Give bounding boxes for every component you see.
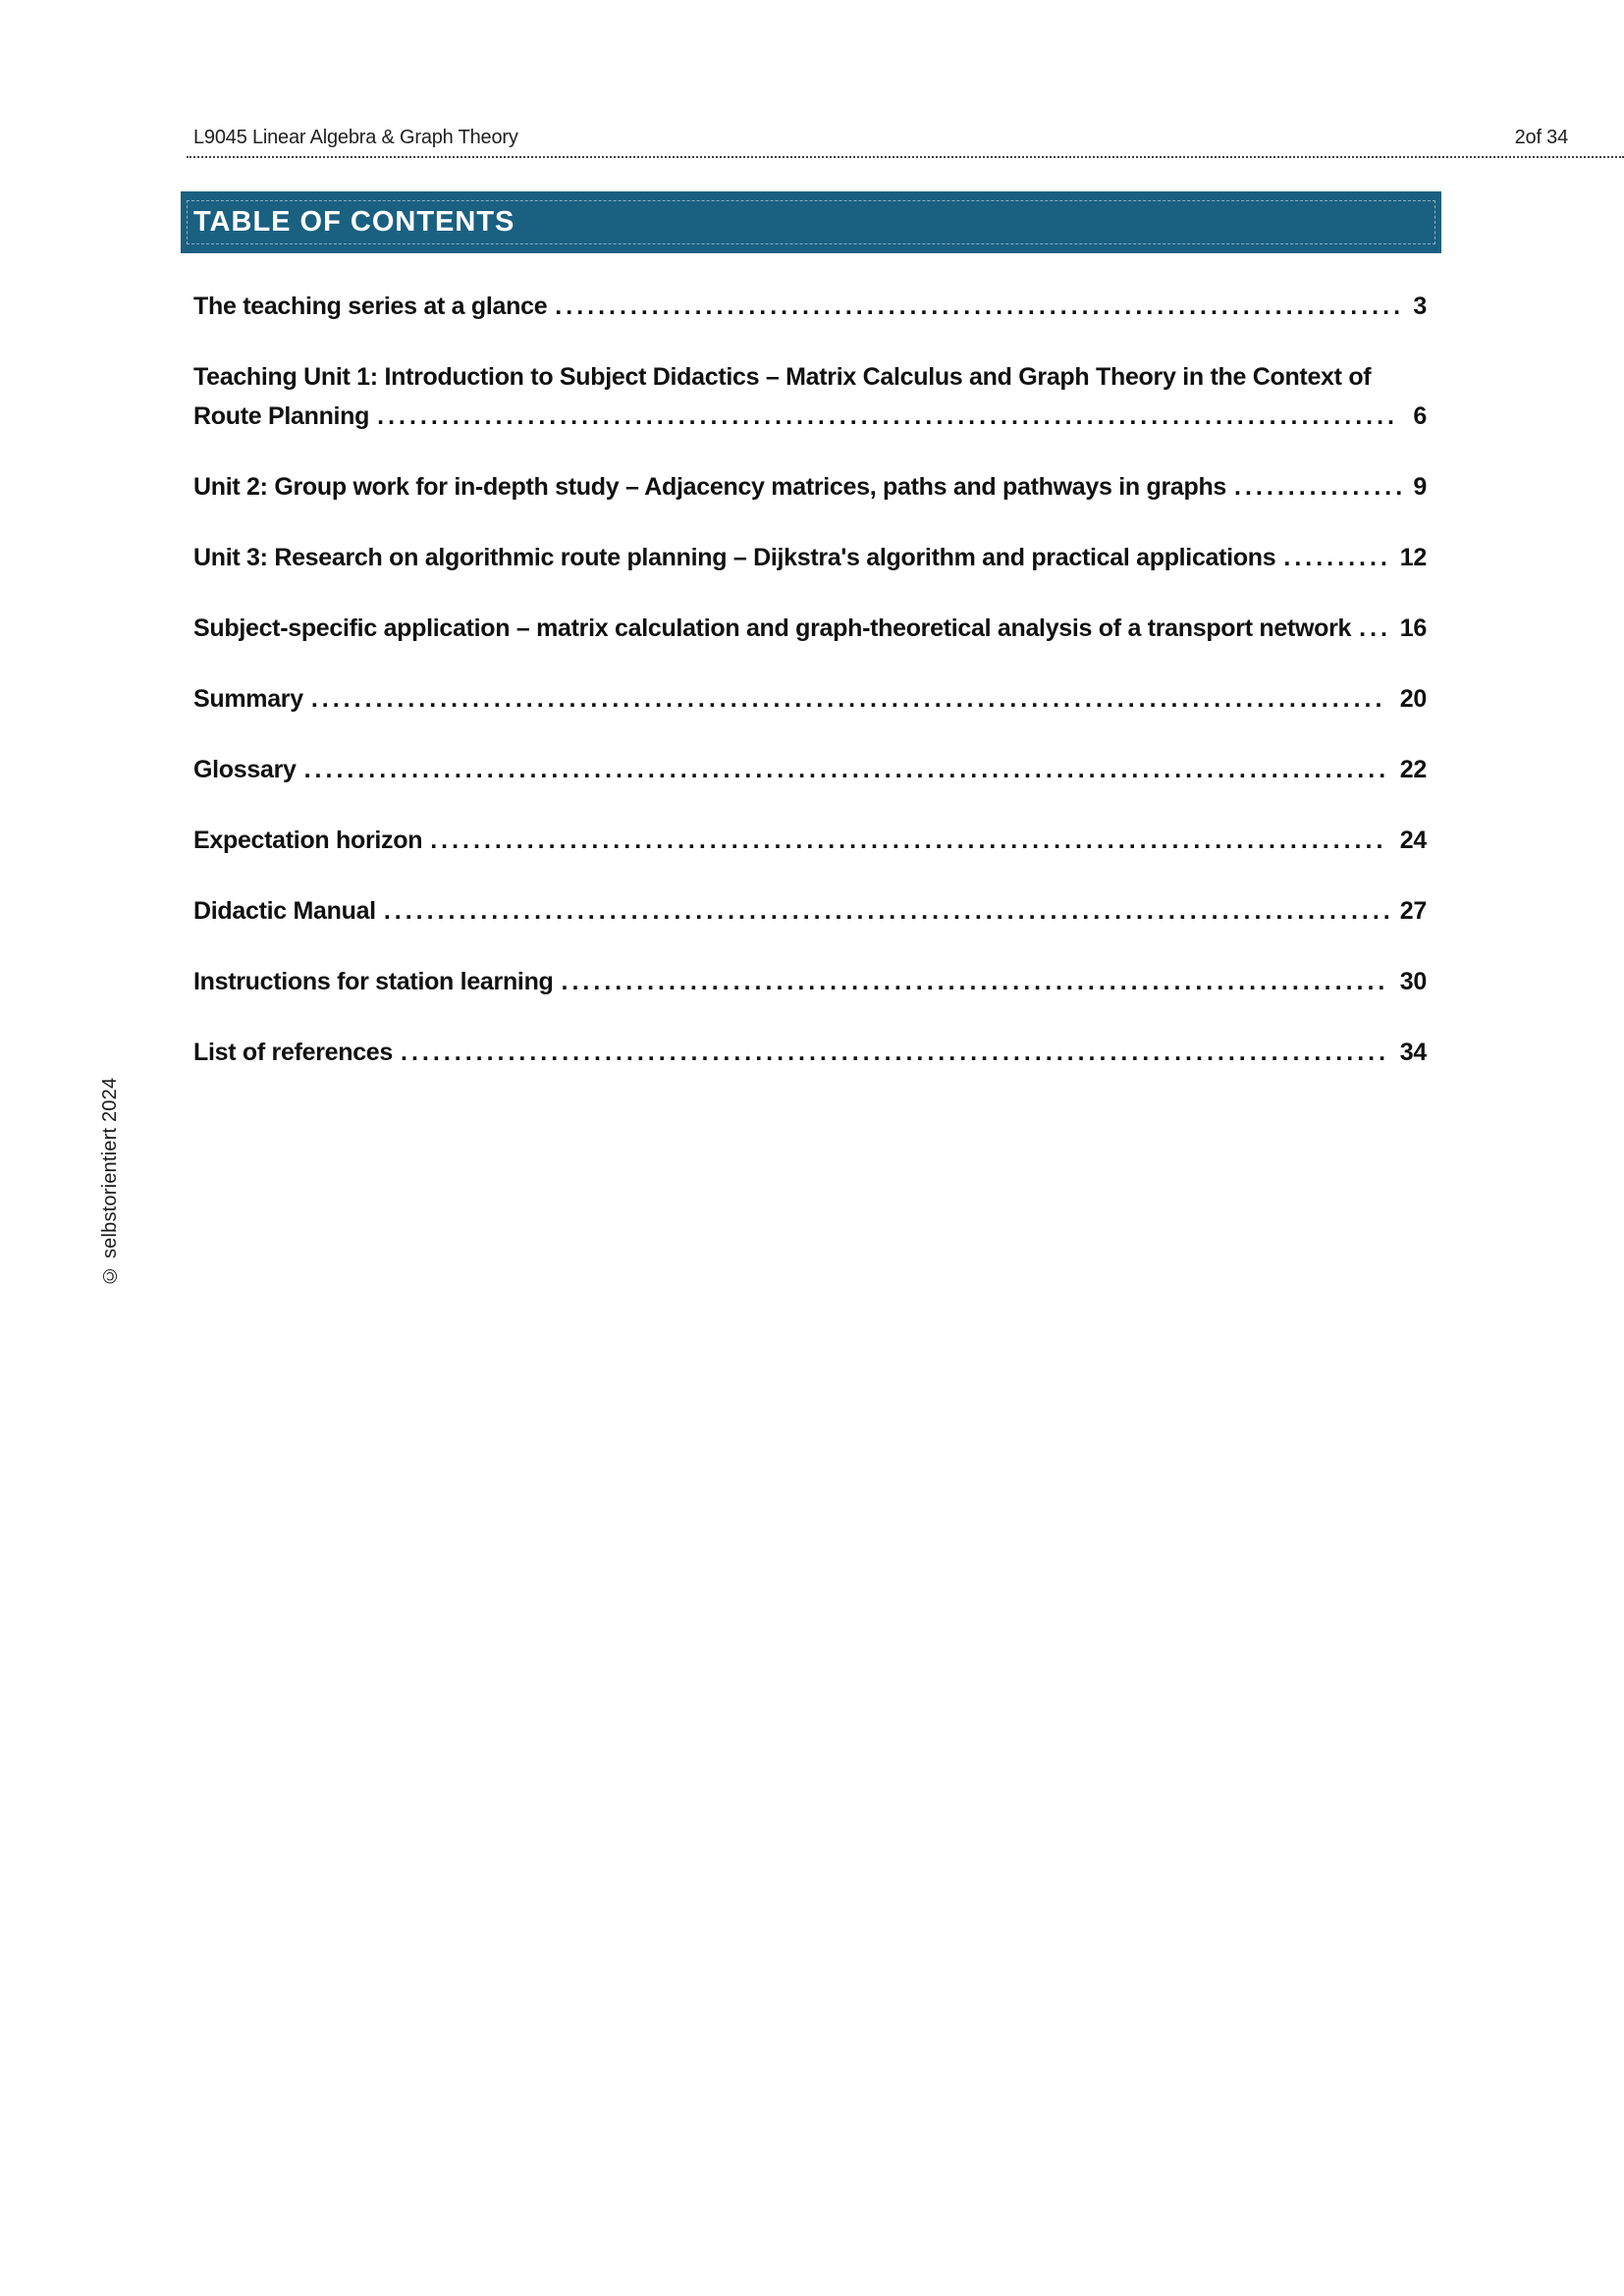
leader-dots: ............................................................................. xyxy=(561,968,1389,995)
toc-entry[interactable] xyxy=(193,891,1427,931)
leader-dots: .............................................................................................. xyxy=(383,897,1394,925)
toc-entry-title[interactable]: Instructions for station learning xyxy=(193,968,554,995)
toc-entry[interactable] xyxy=(193,357,1427,436)
toc-entry-title[interactable]: Didactic Manual xyxy=(193,897,376,925)
toc-title: TABLE OF CONTENTS xyxy=(193,206,515,238)
toc-entry-title[interactable]: Subject-specific application – matrix calculation and graph-theoretical analysis of a transport network xyxy=(193,614,1352,642)
toc-entry-title[interactable]: List of references xyxy=(193,1039,394,1066)
page-indicator: 2of 34 xyxy=(1514,127,1568,148)
toc-entry-page-number[interactable]: 20 xyxy=(1399,685,1427,713)
page-header xyxy=(193,127,1568,149)
toc-entry[interactable] xyxy=(193,750,1427,789)
toc-entry-title[interactable]: Unit 2: Group work for in-depth study – Adjacency matrices, paths and pathways in graphs xyxy=(193,473,1227,501)
toc-entry-page-number[interactable]: 12 xyxy=(1399,544,1427,571)
toc-entry-title[interactable]: Glossary xyxy=(193,756,297,783)
toc-entry[interactable] xyxy=(193,467,1427,507)
toc-entry[interactable] xyxy=(193,821,1427,860)
leader-dots: ......................................................................................... xyxy=(430,827,1387,854)
toc-entry-title[interactable]: The teaching series at a glance xyxy=(193,293,548,320)
leader-dots: ................ xyxy=(1234,473,1407,501)
toc-entry-title[interactable]: Unit 3: Research on algorithmic route planning – Dijkstra's algorithm and practical applications xyxy=(193,544,1276,571)
toc-entry-page-number[interactable]: 34 xyxy=(1399,1039,1427,1066)
toc-entry-page-number[interactable]: 9 xyxy=(1413,473,1427,501)
leader-dots: .................................................................................................... xyxy=(310,685,1386,713)
leader-dots: ..................................................................................................... xyxy=(303,756,1390,783)
toc-entry[interactable] xyxy=(193,679,1427,719)
toc-entry-page-number[interactable]: 16 xyxy=(1399,614,1427,642)
toc-entry-title[interactable]: Summary xyxy=(193,685,303,713)
toc-title-bar xyxy=(181,191,1441,253)
leader-dots: ............................................................................................... xyxy=(377,402,1398,430)
toc-list xyxy=(193,287,1427,1103)
toc-entry[interactable] xyxy=(193,609,1427,648)
toc-entry-page-number[interactable]: 30 xyxy=(1399,968,1427,995)
leader-dots: ............................................................................... xyxy=(555,293,1405,320)
document-title: L9045 Linear Algebra & Graph Theory xyxy=(193,127,518,148)
toc-entry[interactable] xyxy=(193,538,1427,577)
toc-entry-page-number[interactable]: 27 xyxy=(1399,897,1427,925)
leader-dots: ... xyxy=(1359,614,1391,642)
header-divider xyxy=(187,156,1624,158)
toc-entry[interactable] xyxy=(193,962,1427,1001)
leader-dots: .......... xyxy=(1283,544,1391,571)
leader-dots: ............................................................................................ xyxy=(401,1039,1390,1066)
toc-entry[interactable] xyxy=(193,287,1427,326)
toc-entry-page-number[interactable]: 3 xyxy=(1413,293,1427,320)
toc-entry-title[interactable]: Expectation horizon xyxy=(193,827,423,854)
toc-entry[interactable] xyxy=(193,1033,1427,1072)
toc-entry-title[interactable]: Teaching Unit 1: Introduction to Subject Didactics – Matrix Calculus and Graph Theory in the Context of Route Planning xyxy=(193,363,1372,430)
toc-entry-page-number[interactable]: 24 xyxy=(1399,827,1427,854)
toc-entry-page-number[interactable]: 22 xyxy=(1399,756,1427,783)
toc-entry-page-number[interactable]: 6 xyxy=(1413,402,1427,430)
copyright-notice: © selbstorientiert 2024 xyxy=(99,1077,121,1286)
